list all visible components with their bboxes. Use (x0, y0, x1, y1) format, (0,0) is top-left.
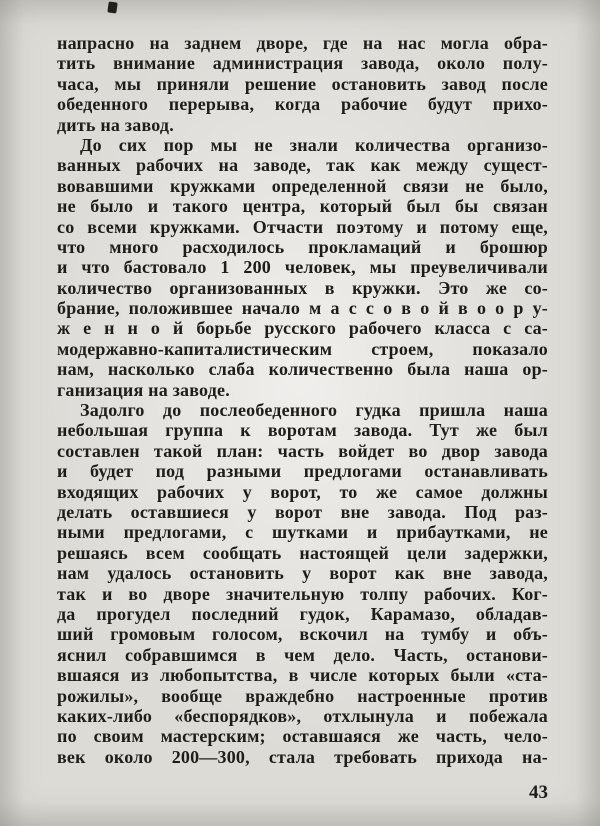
text-line: рожилы», вообще враждебно настроенные против (57, 685, 548, 706)
text-line: тить внимание администрация завода, около полу- (57, 53, 548, 74)
text-line: да прогудел последний гудок, Карамазо, обладав- (57, 603, 548, 624)
text-line: делать оставшиеся у ворот вне завода. Под раз- (57, 501, 548, 522)
text-line: со всеми кружками. Отчасти поэтому и потому еще, (57, 216, 548, 237)
text-line: век около 200—300, стала требовать прихода на- (57, 746, 548, 767)
text-line: так и во дворе значительную толпу рабочих. Ког- (57, 583, 548, 604)
text-line: вовавшими кружками определенной связи не было, (57, 175, 548, 196)
text-line: напрасно на заднем дворе, где на нас могла обра- (57, 33, 548, 53)
text-line: До сих пор мы не знали количества организо- (80, 134, 548, 155)
text-line: ший громовым голосом, вскочил на тумбу и объ- (57, 624, 548, 645)
text-line: ванных рабочих на заводе, так как между сущест- (57, 155, 548, 176)
text-line: небольшая группа к воротам завода. Тут же был (57, 420, 548, 441)
text-line: ж е н н о й борьбе русского рабочего класса с са- (57, 318, 548, 339)
text-line: составлен такой план: часть войдет во двор завода (57, 440, 548, 461)
scan-artifact (107, 1, 117, 13)
text-line: входящих рабочих у ворот, то же самое должны (57, 481, 548, 502)
text-line: ганизация на заводе. (57, 379, 230, 400)
text-line: и будет под разными предлогами останавливать (57, 461, 548, 482)
text-line: и что бастовало 1 200 человек, мы преувеличивали (57, 257, 548, 278)
text-line: количество организованных в кружки. Это же со- (57, 277, 548, 298)
text-line: дить на завод. (57, 114, 174, 135)
text-line: по своим мастерским; оставшаяся же часть, чело- (57, 726, 548, 747)
text-line: ными предлогами, с шутками и прибаутками, не (57, 522, 548, 543)
text-line: нам удалось остановить у ворот как вне завода, (57, 563, 548, 584)
text-line: решаясь всем сообщать настоящей цели задержки, (57, 542, 548, 563)
text-block (57, 33, 548, 767)
text-line: каких-либо «беспорядков», отхлынула и побежала (57, 705, 548, 726)
text-line: вшаяся из любопытства, в числе которых были «ста- (57, 665, 548, 686)
text-line: нам, насколько слаба количественно была наша ор- (57, 359, 548, 380)
text-line: Задолго до послеобеденного гудка пришла наша (80, 400, 548, 421)
text-line: не было и такого центра, который был бы связан (57, 196, 548, 217)
page-number: 43 (529, 782, 548, 803)
text-line: модержавно-капиталистическим строем, показало (57, 338, 548, 359)
text-line: брание, положившее начало м а с с о в о й в о о р у- (57, 298, 548, 319)
text-line: обеденного перерыва, когда рабочие будут прихо- (57, 94, 548, 115)
text-line: что много расходилось прокламаций и брошюр (57, 236, 548, 257)
text-line: яснил собравшимся в чем дело. Часть, останови- (57, 644, 548, 665)
text-line: часа, мы приняли решение остановить завод после (57, 73, 548, 94)
